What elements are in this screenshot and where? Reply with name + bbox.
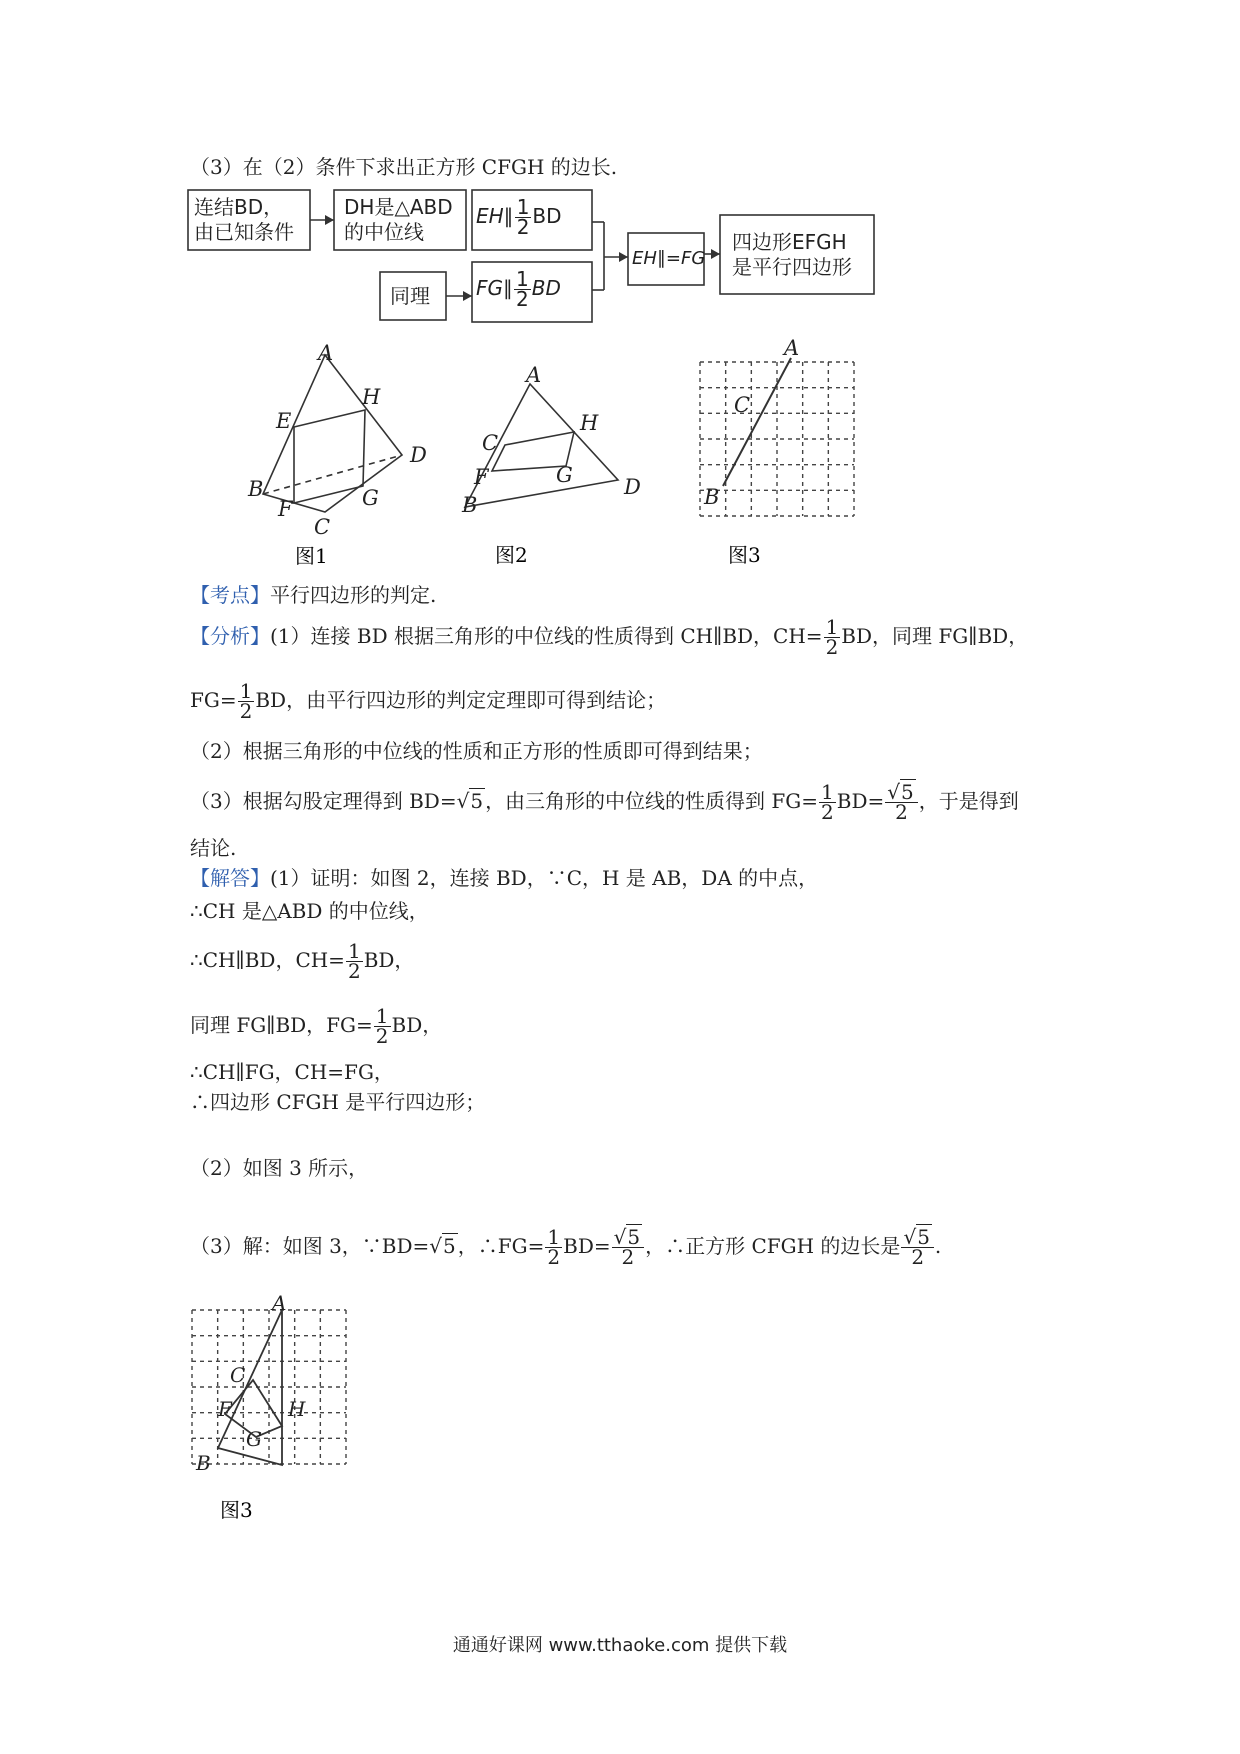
figure-row	[0, 0, 1240, 600]
flow-box-similarly: 同理	[390, 284, 430, 308]
fig1-label-d: D	[410, 443, 427, 467]
fig3-label-a: A	[784, 336, 800, 360]
solution-line-1: 【解答】(1）证明：如图 2，连接 BD，∵C，H 是 AB，DA 的中点，	[190, 866, 819, 890]
solution-line-8: （3）解：如图 3，∵BD=√5 ，∴FG= $\frac{1}{2}$ BD= $\frac{√5}{2}$ ，∴正方形 CFGH 的边长是 $\frac{√5}{2}$ .	[190, 1225, 942, 1269]
solution-line-5: ∴CH∥FG，CH=FG，	[190, 1060, 394, 1084]
analysis-line-5: 结论.	[190, 836, 237, 860]
fig3-label-c: C	[734, 393, 751, 417]
fig4-label-c: C	[230, 1363, 246, 1387]
fig2-label-c: C	[482, 431, 499, 455]
fig4-label-g: G	[246, 1427, 262, 1451]
fig2-label-h: H	[580, 411, 599, 435]
flow-box-fg-parallel: FG∥ $\frac{1}{2}$ BD	[476, 267, 561, 311]
fig1-label-a: A	[318, 341, 334, 365]
fig2-label-f: F	[474, 465, 489, 489]
fig2-caption: 图2	[495, 543, 528, 567]
analysis-tag: 【分析】	[190, 624, 270, 648]
analysis-line-2: FG= $\frac{1}{2}$ BD，由平行四边形的判定定理即可得到结论；	[190, 679, 667, 723]
flow-box-eh-eq-fg: EH∥=FG	[632, 248, 706, 269]
figure-1	[263, 355, 402, 512]
solution-tag: 【解答】	[190, 866, 270, 890]
fig1-caption: 图1	[295, 544, 328, 568]
fig2-label-d: D	[624, 475, 641, 499]
kaodian-line: 【考点】平行四边形的判定.	[190, 583, 437, 607]
fig4-label-a: A	[272, 1291, 287, 1315]
analysis-line-4: （3）根据勾股定理得到 BD=√5 ，由三角形的中位线的性质得到 FG= $\frac{1}{2}$ BD= $\frac{√5}{2}$ ，于是得到	[190, 780, 1019, 824]
question-line: （3）在（2）条件下求出正方形 CFGH 的边长.	[190, 155, 618, 179]
fig4-label-h: H	[288, 1397, 306, 1421]
fig1-label-b: B	[248, 477, 264, 501]
footer: 通通好课网 www.tthaoke.com 提供下载	[452, 1635, 788, 1656]
fig1-label-h: H	[362, 385, 381, 409]
fig1-label-c: C	[314, 515, 331, 539]
solution-line-7: （2）如图 3 所示，	[190, 1156, 369, 1180]
flow-box-conclusion: 四边形EFGH 是平行四边形	[732, 230, 852, 279]
solution-line-2: ∴CH 是△ABD 的中位线，	[190, 899, 429, 923]
fig3-label-b: B	[704, 485, 720, 509]
solution-line-6: ∴四边形 CFGH 是平行四边形；	[190, 1090, 486, 1114]
fig3-segment-ab	[723, 358, 791, 486]
fig1-label-e: E	[276, 409, 292, 433]
fig1-label-f: F	[278, 497, 293, 521]
solution-line-4: 同理 FG∥BD，FG= $\frac{1}{2}$ BD，	[190, 1004, 443, 1048]
kaodian-tag: 【考点】	[190, 583, 270, 607]
flow-box-eh-parallel: EH∥ $\frac{1}{2}$ BD	[476, 195, 562, 239]
flow-box-connect-bd: 连结BD， 由已知条件	[194, 195, 294, 244]
fig4-label-f: F	[218, 1397, 232, 1421]
fig2-label-a: A	[526, 363, 542, 387]
flow-box-midline: DH是△ABD 的中位线	[344, 195, 453, 244]
analysis-line-3: （2）根据三角形的中位线的性质和正方形的性质即可得到结果；	[190, 739, 763, 763]
fig3-caption: 图3	[728, 543, 761, 567]
fig2-label-g: G	[556, 463, 573, 487]
analysis-line-1: 【分析】(1）连接 BD 根据三角形的中位线的性质得到 CH∥BD，CH= $\frac{1}{2}$ BD，同理 FG∥BD，	[190, 615, 1029, 659]
fig4-caption: 图3	[220, 1498, 253, 1522]
fig2-label-b: B	[462, 493, 478, 517]
fig1-label-g: G	[362, 486, 379, 510]
solution-line-3: ∴CH∥BD，CH= $\frac{1}{2}$ BD，	[190, 939, 415, 983]
fig4-label-b: B	[196, 1451, 211, 1475]
